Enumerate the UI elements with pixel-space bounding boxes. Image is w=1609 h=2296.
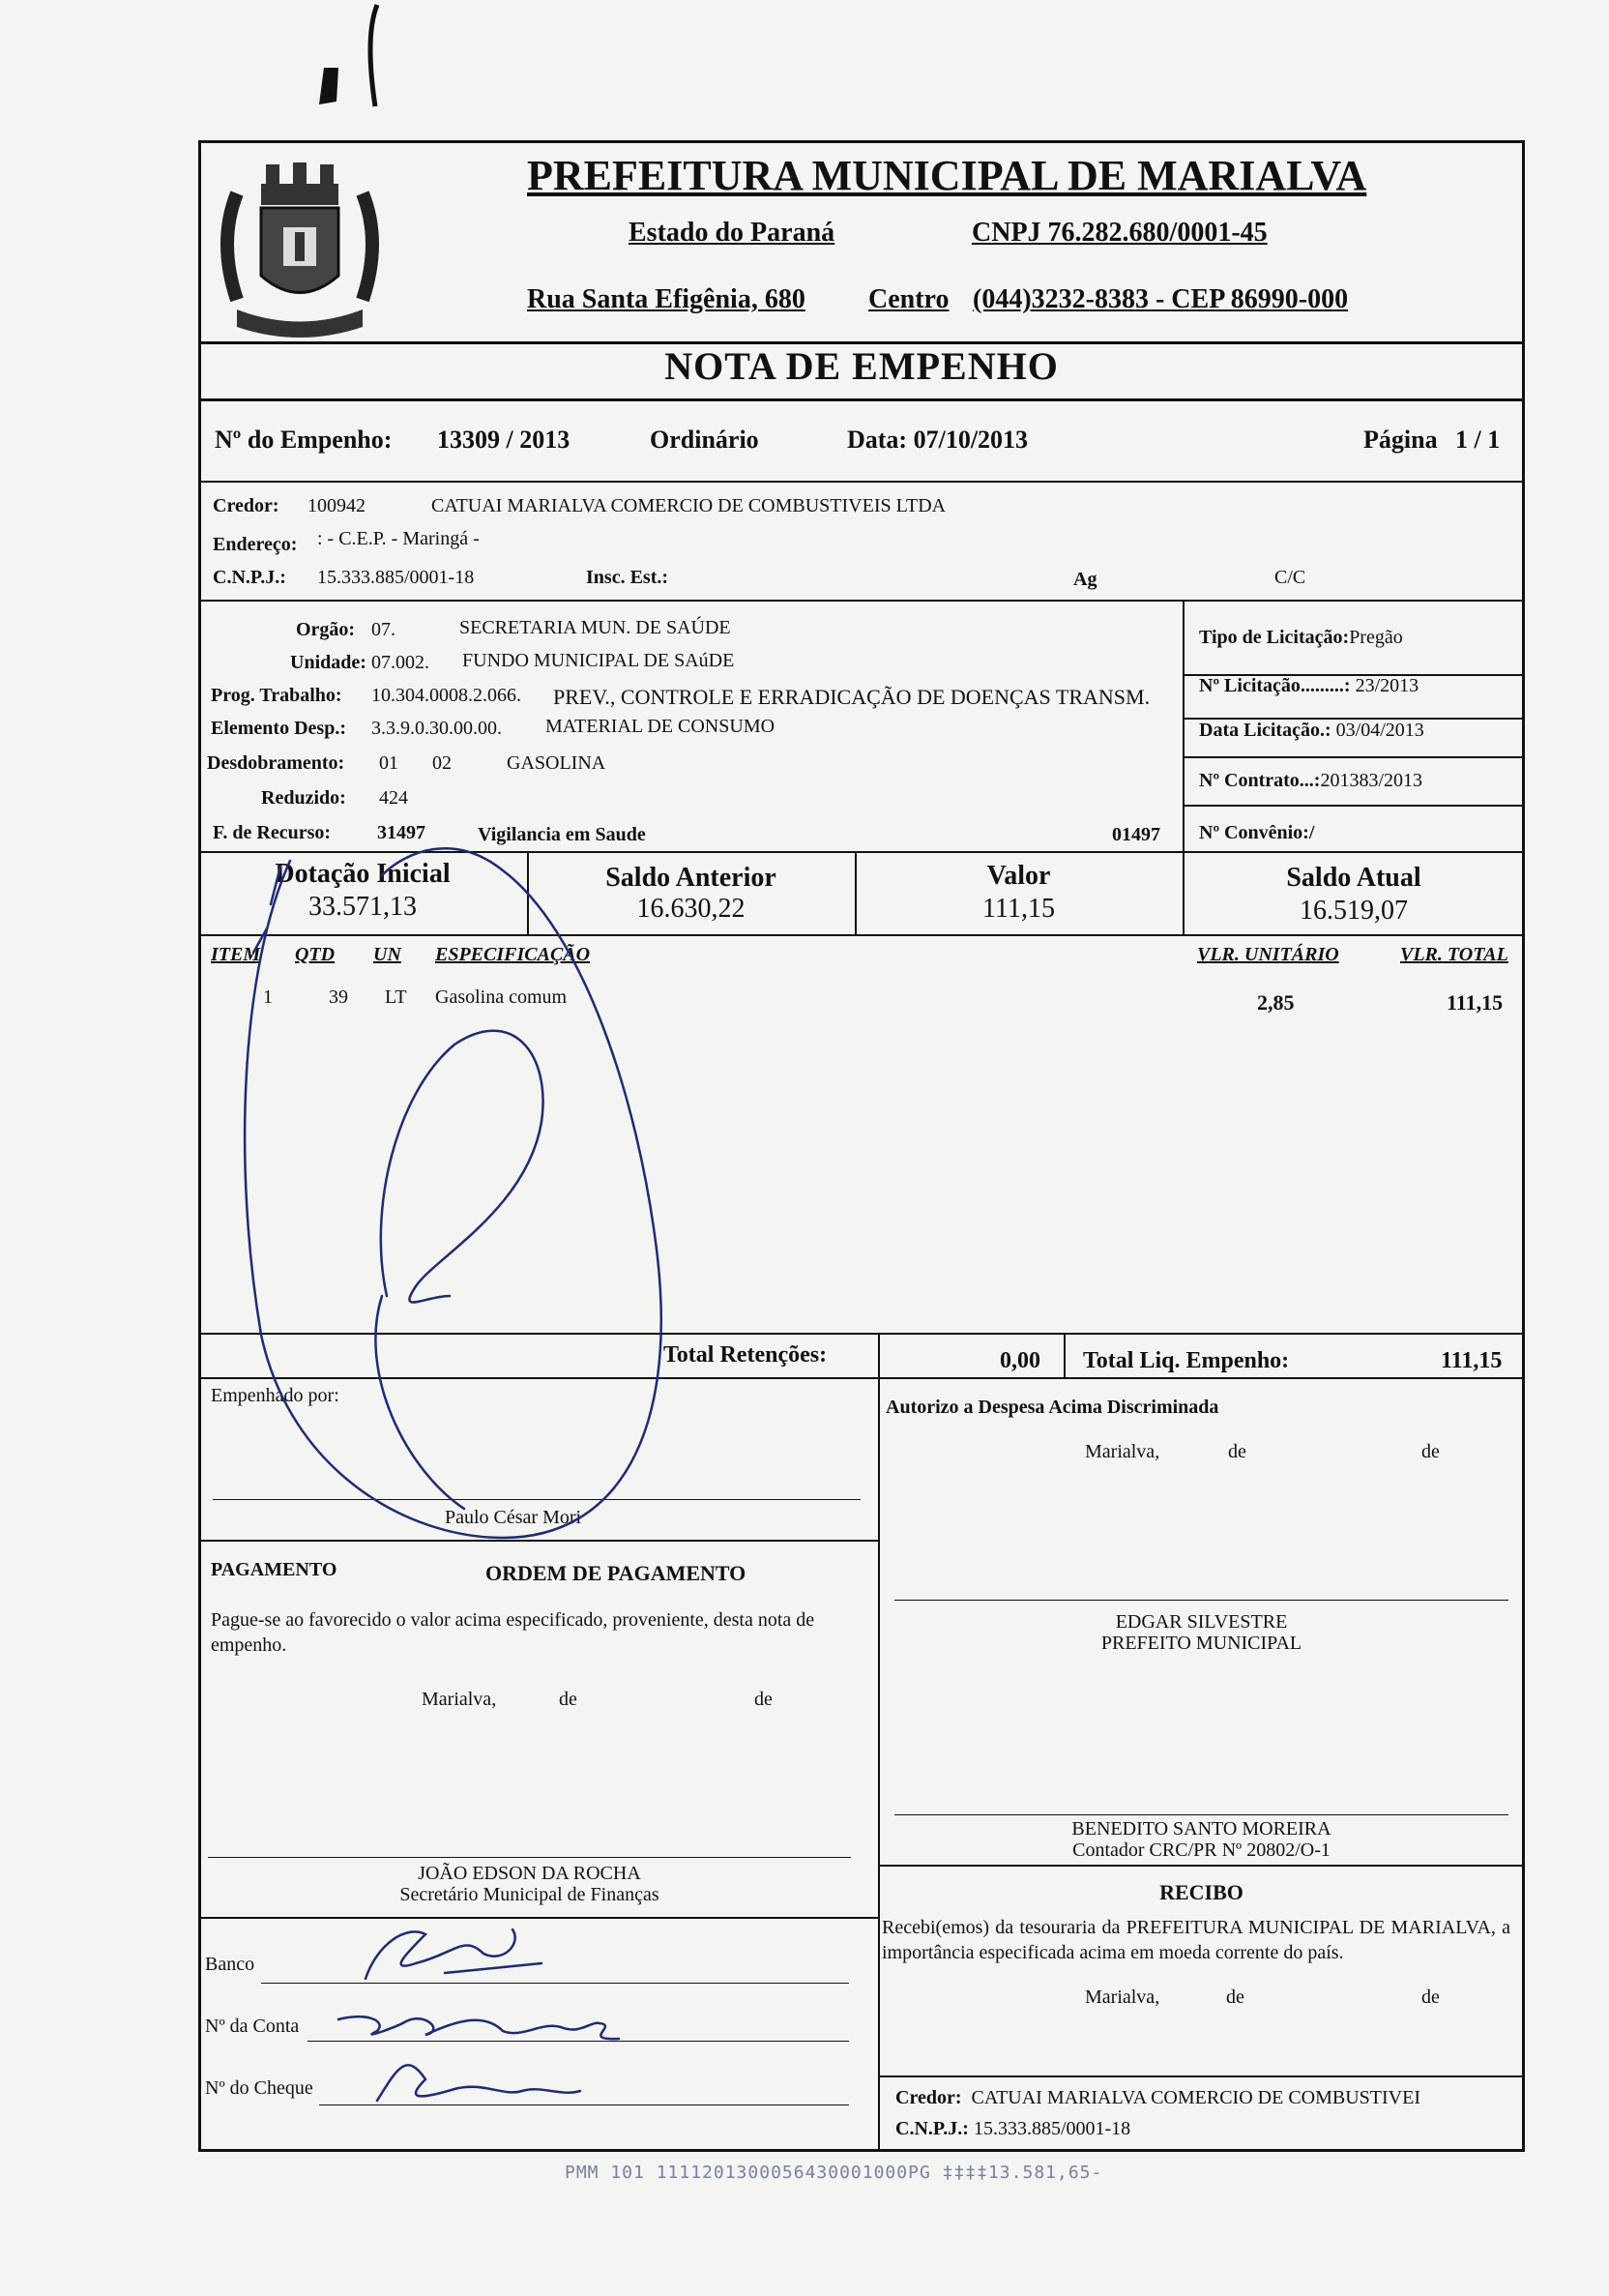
credor-name: CATUAI MARIALVA COMERCIO DE COMBUSTIVEIS LTDA xyxy=(431,495,947,516)
recibo-place: Marialva, xyxy=(1085,1987,1160,2008)
orgao-name: SECRETARIA MUN. DE SAÚDE xyxy=(459,617,731,638)
dotacao-inicial-label: Dotação Inicial xyxy=(275,859,451,889)
saldo-anterior-value: 16.630,22 xyxy=(636,894,746,924)
retencoes-label: Total Retenções: xyxy=(663,1342,828,1368)
liquido-label: Total Liq. Empenho: xyxy=(1083,1348,1290,1373)
autorizo-title: Autorizo a Despesa Acima Discriminada xyxy=(886,1397,1219,1418)
prefeito-name: EDGAR SILVESTRE xyxy=(1115,1611,1288,1633)
item-qtd: 39 xyxy=(329,986,348,1008)
empenho-number: 13309 / 2013 xyxy=(437,426,570,454)
valor-label: Valor xyxy=(986,861,1051,891)
item-number: 1 xyxy=(263,986,273,1008)
secretario-role: Secretário Municipal de Finanças xyxy=(399,1884,659,1905)
empenhado-label: Empenhado por: xyxy=(211,1385,339,1406)
cc-label: C/C xyxy=(1274,567,1306,588)
contrato-label: Nº Contrato...:201383/2013 xyxy=(1199,770,1423,791)
unidade-label: Unidade: xyxy=(290,652,366,673)
orgao-code: 07. xyxy=(371,619,395,640)
empenho-date: Data: 07/10/2013 xyxy=(847,426,1029,454)
recibo-de2: de xyxy=(1421,1987,1440,2008)
retencoes-value: 0,00 xyxy=(1000,1348,1040,1373)
cheque-label: Nº do Cheque xyxy=(205,2077,313,2099)
pagamento-place: Marialva, xyxy=(422,1689,497,1710)
pagamento-de1: de xyxy=(559,1689,577,1710)
contador-role: Contador CRC/PR Nº 20802/O-1 xyxy=(1072,1840,1331,1861)
empenho-label: Nº do Empenho: xyxy=(215,426,393,454)
liquido-value: 111,15 xyxy=(1441,1348,1503,1373)
header-estado: Estado do Paraná xyxy=(629,218,835,248)
reduzido-label: Reduzido: xyxy=(261,787,346,809)
numero-licitacao-label: Nº Licitação.........: 23/2013 xyxy=(1199,675,1419,696)
desdobramento-label: Desdobramento: xyxy=(207,752,345,774)
elemento-code: 3.3.9.0.30.00.00. xyxy=(371,718,502,739)
elemento-label: Elemento Desp.: xyxy=(211,718,346,739)
insc-label: Insc. Est.: xyxy=(586,567,669,588)
credor-code: 100942 xyxy=(307,495,366,516)
saldo-atual-value: 16.519,07 xyxy=(1300,896,1408,926)
recibo-text: Recebi(emos) da tesouraria da PREFEITURA MUNICIPAL DE MARIALVA, a importância especificada acima em moeda corrente do país. xyxy=(882,1917,1510,1963)
saldo-atual-label: Saldo Atual xyxy=(1286,863,1421,893)
col-un: UN xyxy=(373,944,401,965)
cnpj-value: 15.333.885/0001-18 xyxy=(317,567,475,588)
item-total: 111,15 xyxy=(1447,990,1504,1015)
desdobramento-code: 01 02 xyxy=(379,752,452,774)
header-address: Rua Santa Efigênia, 680 xyxy=(527,284,805,314)
recurso-end-code: 01497 xyxy=(1112,824,1160,845)
autorizo-de2: de xyxy=(1421,1441,1440,1462)
recibo-credor-line: Credor: CATUAI MARIALVA COMERCIO DE COMBUSTIVEI xyxy=(895,2087,1420,2108)
recurso-code: 31497 xyxy=(377,822,425,843)
pagamento-text: Pague-se ao favorecido o valor acima especificado, proveniente, desta nota de empenho. xyxy=(211,1609,815,1656)
item-unit-price: 2,85 xyxy=(1257,990,1295,1015)
pagamento-label: PAGAMENTO xyxy=(211,1559,337,1580)
valor-value: 111,15 xyxy=(982,894,1055,924)
cnpj-label: C.N.P.J.: xyxy=(213,567,286,588)
recibo-title: RECIBO xyxy=(1159,1880,1243,1904)
unidade-code: 07.002. xyxy=(371,652,429,673)
endereco-label: Endereço: xyxy=(213,534,298,555)
endereco-value: : - C.E.P. - Maringá - xyxy=(317,528,480,549)
banco-label: Banco xyxy=(205,1954,255,1975)
tipo-licitacao-label: Tipo de Licitação:Pregão xyxy=(1199,627,1403,648)
item-un: LT xyxy=(385,986,407,1008)
col-especificacao: ESPECIFICAÇÃO xyxy=(435,944,591,965)
recurso-label: F. de Recurso: xyxy=(213,822,332,843)
coat-of-arms-icon xyxy=(208,155,392,348)
col-vlr-total: VLR. TOTAL xyxy=(1400,944,1508,965)
prog-code: 10.304.0008.2.066. xyxy=(371,685,521,706)
dotacao-inicial-value: 33.571,13 xyxy=(308,892,417,922)
prog-name: PREV., CONTROLE E ERRADICAÇÃO DE DOENÇAS TRANSM. xyxy=(553,685,1151,709)
header-cnpj: CNPJ 76.282.680/0001-45 xyxy=(972,218,1268,248)
conta-label: Nº da Conta xyxy=(205,2016,300,2037)
recibo-de1: de xyxy=(1226,1987,1244,2008)
prog-label: Prog. Trabalho: xyxy=(211,685,342,706)
credor-label: Credor: xyxy=(213,495,279,516)
col-item: ITEM xyxy=(211,944,261,965)
ordem-pagamento-title: ORDEM DE PAGAMENTO xyxy=(485,1561,746,1585)
header-centro: Centro xyxy=(868,284,950,314)
autorizo-de1: de xyxy=(1228,1441,1246,1462)
header-phone-cep: (044)3232-8383 - CEP 86990-000 xyxy=(973,284,1349,314)
item-spec: Gasolina comum xyxy=(435,986,568,1008)
col-vlr-unitario: VLR. UNITÁRIO xyxy=(1197,944,1339,965)
convenio-label: Nº Convênio:/ xyxy=(1199,822,1315,843)
secretario-name: JOÃO EDSON DA ROCHA xyxy=(418,1863,641,1884)
desdobramento-name: GASOLINA xyxy=(507,752,606,774)
page-label: Página xyxy=(1363,426,1438,454)
page-number: 1 / 1 xyxy=(1455,426,1501,454)
autorizo-place: Marialva, xyxy=(1085,1441,1160,1462)
document-title: NOTA DE EMPENHO xyxy=(664,344,1059,388)
unidade-name: FUNDO MUNICIPAL DE SAúDE xyxy=(462,650,735,671)
elemento-name: MATERIAL DE CONSUMO xyxy=(545,716,775,737)
col-qtd: QTD xyxy=(295,944,336,965)
empenho-type: Ordinário xyxy=(650,426,759,454)
empenhado-name: Paulo César Mori xyxy=(445,1507,582,1528)
orgao-label: Orgão: xyxy=(296,619,356,640)
punch-mark-graphic xyxy=(280,0,396,126)
prefeito-role: PREFEITO MUNICIPAL xyxy=(1100,1633,1302,1654)
header-title: PREFEITURA MUNICIPAL DE MARIALVA xyxy=(527,152,1367,199)
recibo-cnpj-line: C.N.P.J.: 15.333.885/0001-18 xyxy=(895,2118,1131,2139)
saldo-anterior-label: Saldo Anterior xyxy=(605,863,776,893)
reduzido-value: 424 xyxy=(379,787,408,809)
footer-code: PMM 101 1111201300056430001000PG ‡‡‡‡13.581,65- xyxy=(565,2163,1103,2183)
ag-label: Ag xyxy=(1073,569,1097,590)
data-licitacao-label: Data Licitação.: 03/04/2013 xyxy=(1199,720,1424,741)
recurso-name: Vigilancia em Saude xyxy=(478,824,646,845)
contador-name: BENEDITO SANTO MOREIRA xyxy=(1071,1818,1331,1840)
pagamento-de2: de xyxy=(754,1689,773,1710)
